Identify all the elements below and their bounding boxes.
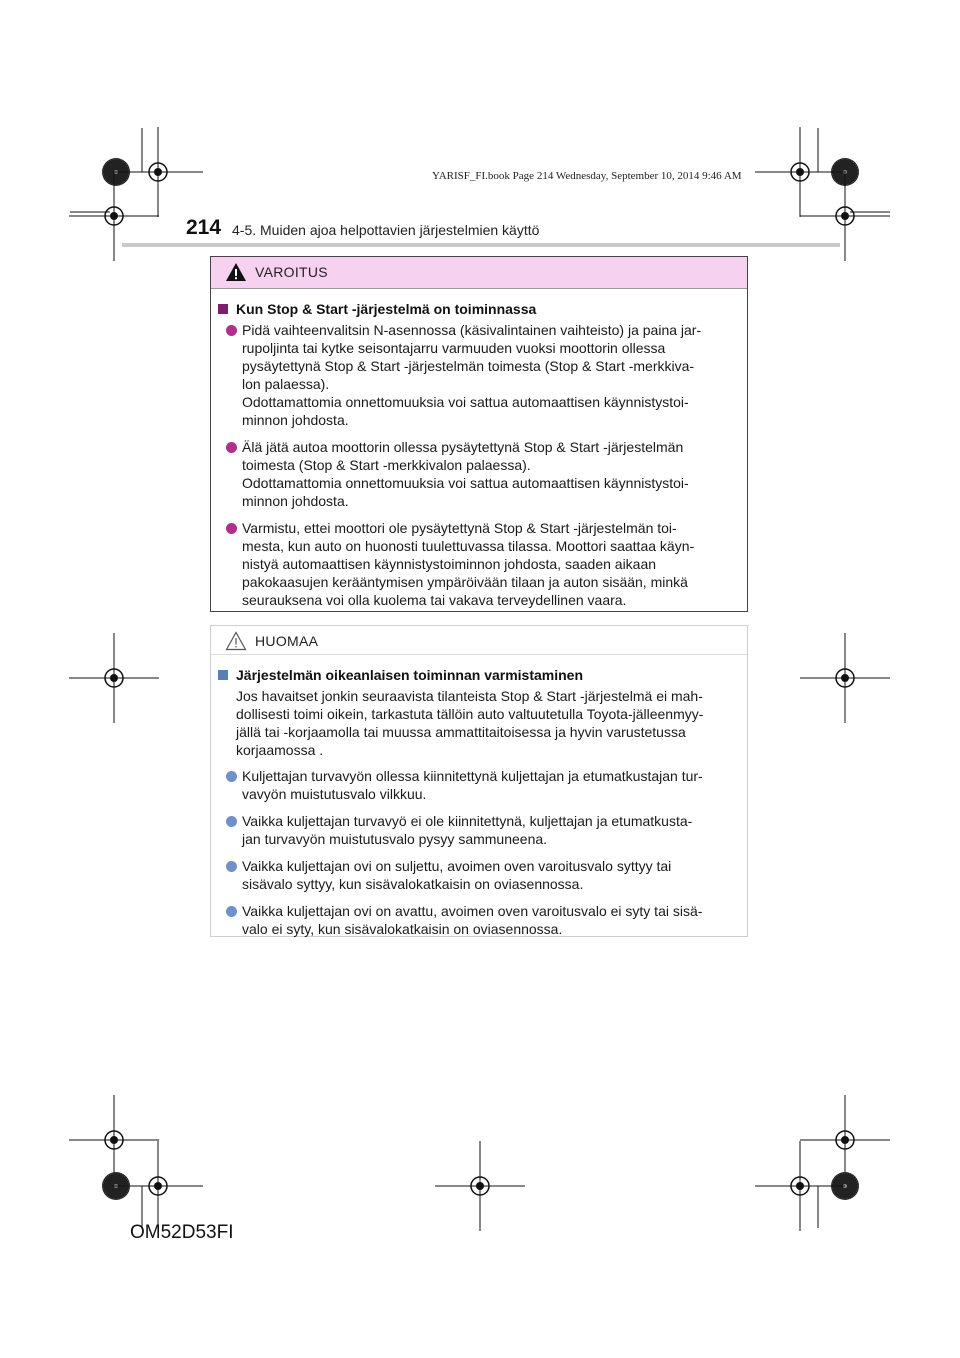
round-bullet-icon <box>226 771 237 782</box>
round-bullet-icon <box>226 861 237 872</box>
square-bullet-icon <box>218 304 228 314</box>
warning-header <box>211 257 747 289</box>
caution-label: HUOMAA <box>255 633 319 649</box>
warning-content <box>211 289 747 609</box>
caution-intro: Jos havaitset jonkin seuraavista tilanteista Stop & Start -järjestelmä ei mah- dollisesti toimi oikein, tarkastuta tällöin auto valtuutetulla Toyota-jälleenmyy- jällä tai -korjaamolla tai muussa ammattitaitoisessa ja hyvin varustetussa korjaamossa . <box>236 688 704 758</box>
caution-heading: Järjestelmän oikeanlaisen toiminnan varmistaminen <box>218 666 740 684</box>
round-bullet-icon <box>226 906 237 917</box>
square-bullet-icon <box>218 670 228 680</box>
book-info: YARISF_FI.book Page 214 Wednesday, September 10, 2014 9:46 AM <box>432 170 742 182</box>
section-title: 4-5. Muiden ajoa helpottavien järjestelmien käyttö <box>232 222 540 238</box>
round-bullet-icon <box>226 523 237 534</box>
caution-bullet-3: Vaikka kuljettajan ovi on suljettu, avoimen oven varoitusvalo syttyy tai sisävalo syttyy, kun sisävalokatkaisin on oviasennossa. <box>218 857 740 893</box>
warning-bullet-2: Älä jätä autoa moottorin ollessa pysäytettynä Stop & Start -järjestelmän toimesta (Stop & Start -merkkivalon palaessa). Odottamattomia onnettomuuksia voi sattua automaattisen käynnistystoi- minnon johdosta. <box>218 438 740 510</box>
caution-content <box>211 655 747 938</box>
caution-bullet-1: Kuljettajan turvavyön ollessa kiinnitettynä kuljettajan ja etumatkustajan tur- vavyön muistutusvalo vilkkuu. <box>218 767 740 803</box>
caution-bullet-2: Vaikka kuljettajan turvavyö ei ole kiinnitettynä, kuljettajan ja etumatkusta- jan turvavyön muistutusvalo pysyy sammuneena. <box>218 812 740 848</box>
caution-triangle-icon <box>225 631 247 651</box>
page-number: 214 <box>186 216 222 239</box>
warning-label: VAROITUS <box>255 264 328 280</box>
caution-bullet-4: Vaikka kuljettajan ovi on avattu, avoimen oven varoitusvalo ei syty tai sisä- valo ei syty, kun sisävalokatkaisin on oviasennossa. <box>218 902 740 938</box>
warning-bullet-1: Pidä vaihteenvalitsin N-asennossa (käsivalintainen vaihteisto) ja paina jar- rupoljinta tai kytke seisontajarru varmuuden vuoksi moottorin ollessa pysäytettynä Stop & Start -järjestelmän toimesta (Stop & Start -merkkiva- lon palaessa). Odottamattomia onnettomuuksia voi sattua automaattisen käynnistystoi- minnon johdosta. <box>218 321 740 429</box>
warning-triangle-icon <box>225 262 247 282</box>
round-bullet-icon <box>226 816 237 827</box>
caution-box <box>210 625 748 937</box>
round-bullet-icon <box>226 325 237 336</box>
round-bullet-icon <box>226 442 237 453</box>
document-code: OM52D53FI <box>130 1222 234 1243</box>
warning-bullet-3: Varmistu, ettei moottori ole pysäytettynä Stop & Start -järjestelmän toi- mesta, kun auto on huonosti tuulettuvassa tilassa. Moottori saattaa käyn- nistyä automaattisen käynnistystoiminnon johdosta, saaden aikaan pakokaasujen kerääntymisen ympäröivään tilaan ja auton sisään, minkä seurauksena voi olla kuolema tai vakava terveydellinen vaara. <box>218 519 740 609</box>
caution-header <box>211 626 747 655</box>
header-rule <box>122 243 840 247</box>
warning-box <box>210 256 748 612</box>
warning-heading: Kun Stop & Start -järjestelmä on toiminnassa <box>218 300 740 318</box>
